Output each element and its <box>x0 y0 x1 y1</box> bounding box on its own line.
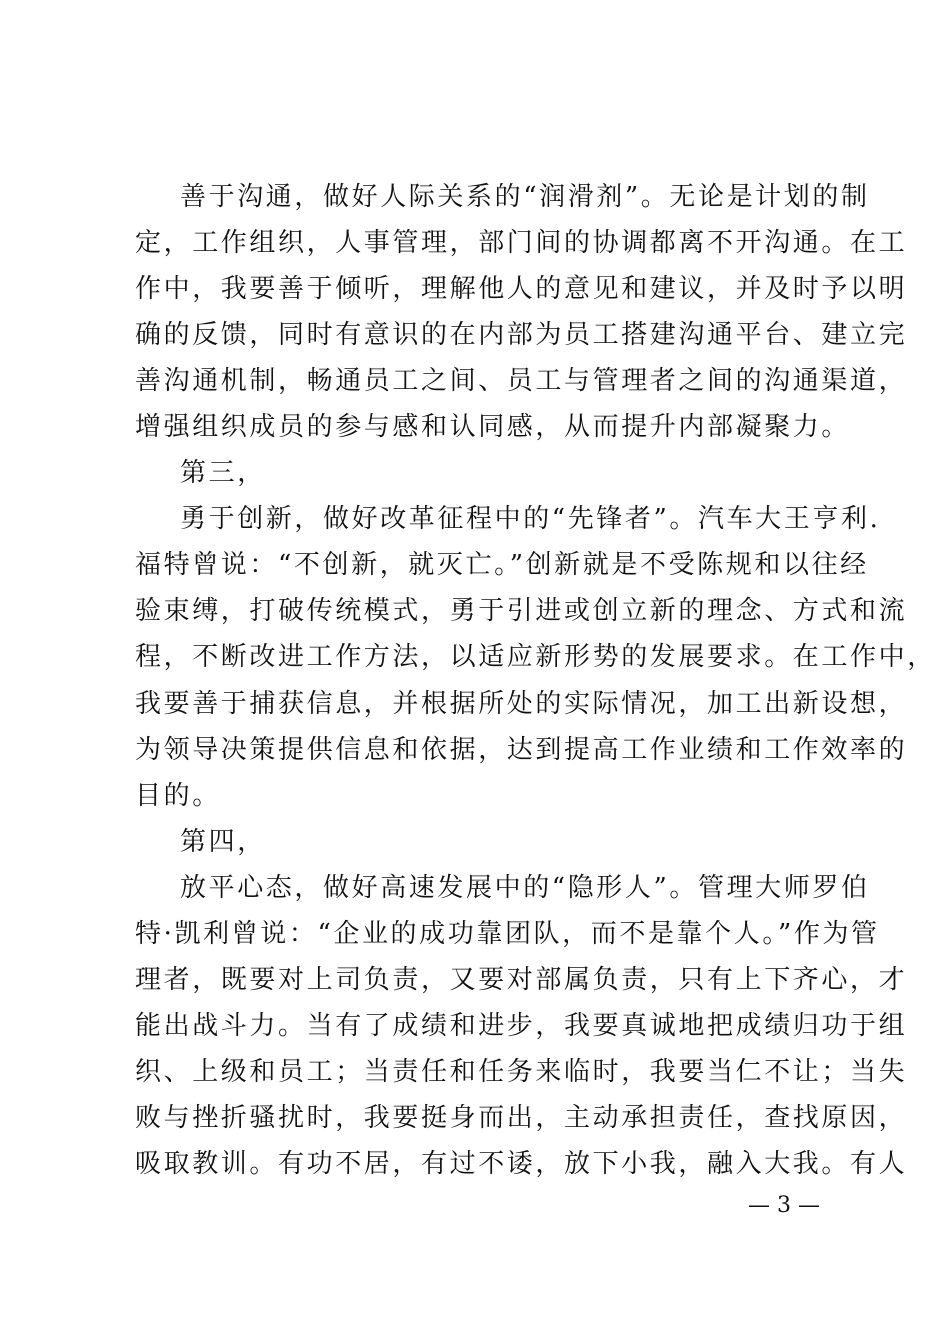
paragraph-line: 织、上级和员工；当责任和任务来临时，我要当仁不让；当失 <box>135 1057 908 1087</box>
paragraph-line: 善沟通机制，畅通员工之间、员工与管理者之间的沟通渠道， <box>135 366 908 396</box>
paragraph-line: 验束缚，打破传统模式，勇于引进或创立新的理念、方式和流 <box>135 596 908 626</box>
paragraph-line: 败与挫折骚扰时，我要挺身而出，主动承担责任，查找原因， <box>135 1103 908 1133</box>
paragraph-line: 特·凯利曾说：“企业的成功靠团队，而不是靠个人。”作为管 <box>135 919 880 949</box>
paragraph-line: 吸取教训。有功不居，有过不诿，放下小我，融入大我。有人 <box>135 1149 908 1179</box>
paragraph-line: 理者，既要对上司负责，又要对部属负责，只有上下齐心，才 <box>135 965 908 995</box>
paragraph-line: 作中，我要善于倾听，理解他人的意见和建议，并及时予以明 <box>135 274 908 304</box>
paragraph-line: 定，工作组织，人事管理，部门间的协调都离不开沟通。在工 <box>135 228 908 258</box>
paragraph-line: 福特曾说：“不创新，就灭亡。”创新就是不受陈规和以往经 <box>135 550 869 580</box>
paragraph-line: 能出战斗力。当有了成绩和进步，我要真诚地把成绩归功于组 <box>135 1011 908 1041</box>
section-heading: 第三， <box>180 458 266 488</box>
paragraph-line: 善于沟通，做好人际关系的“润滑剂”。无论是计划的制 <box>180 182 870 212</box>
paragraph-line: 目的。 <box>135 781 221 811</box>
paragraph-line: 勇于创新，做好改革征程中的“先锋者”。汽车大王亨利. <box>180 504 881 534</box>
paragraph-line: 我要善于捕获信息，并根据所处的实际情况，加工出新设想， <box>135 689 908 719</box>
paragraph-line: 为领导决策提供信息和依据，达到提高工作业绩和工作效率的 <box>135 735 908 765</box>
section-heading: 第四， <box>180 827 266 857</box>
paragraph-line: 程，不断改进工作方法，以适应新形势的发展要求。在工作中， <box>135 642 936 672</box>
paragraph-line: 确的反馈，同时有意识的在内部为员工搭建沟通平台、建立完 <box>135 320 908 350</box>
paragraph-line: 增强组织成员的参与感和认同感，从而提升内部凝聚力。 <box>135 412 851 442</box>
paragraph-line: 放平心态，做好高速发展中的“隐形人”。管理大师罗伯 <box>180 873 870 903</box>
page-number: — 3 — <box>748 1193 820 1218</box>
